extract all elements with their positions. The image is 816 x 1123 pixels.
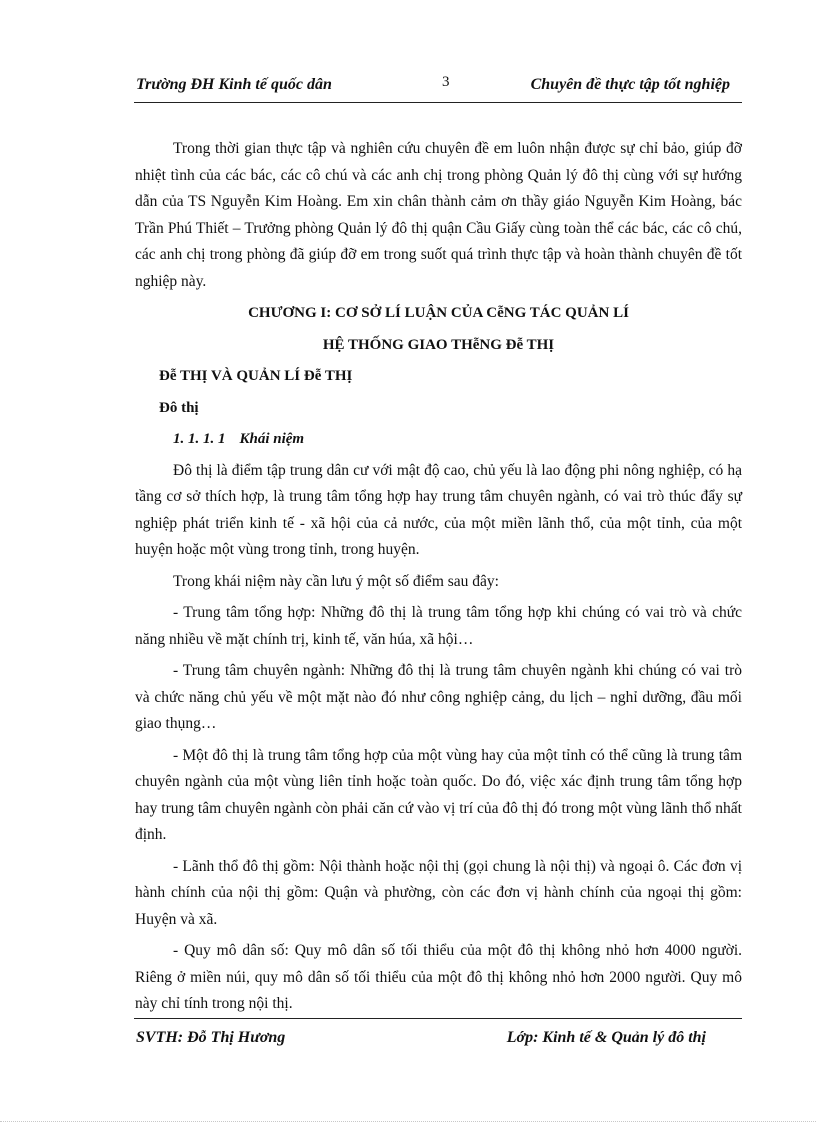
subsection-heading: Đô thị [159, 399, 199, 416]
acknowledgement-paragraph: Trong thời gian thực tập và nghiên cứu chuyên đề em luôn nhận được sự chỉ bảo, giúp đỡ nhiệt tình của các bác, các cô chú và các anh chị trong phòng Quản lý đô thị cùng với sự hướng dẫn của TS Nguyễn Kim Hoàng. Em xin chân thành cảm ơn thầy giáo Nguyễn Kim Hoàng, bác Trần Phú Thiết – Trưởng phòng Quản lý đô thị quận Cầu Giấy cùng toàn thể các bác, các cô chú, các anh chị trong phòng đã giúp đỡ em trong suốt quá trình thực tập và hoàn thành chuyên đề tốt nghiệp này. [135, 140, 742, 290]
sub-subsection-number: 1. 1. 1. 1 [173, 431, 226, 447]
page-header [134, 72, 742, 103]
page-body [135, 136, 742, 1023]
page-number: 3 [442, 74, 450, 90]
section-heading: Đễ THỊ VÀ QUẢN LÍ Đễ THỊ [159, 368, 353, 384]
sub-subsection-title: Khái niệm [239, 431, 305, 447]
list-item: - Quy mô dân số: Quy mô dân số tối thiểu của một đô thị không nhỏ hơn 4000 người. Riêng ở miền núi, quy mô dân số tối thiểu của một đô thị không nhỏ hơn 2000 người. Quy mô này chỉ tính trong nội thị. [135, 942, 742, 1012]
page-break-divider [0, 1121, 816, 1122]
list-item: - Một đô thị là trung tâm tổng hợp của một vùng hay của một tỉnh có thể cũng là trung tâm chuyên ngành của một vùng liên tỉnh hoặc toàn quốc. Do đó, việc xác định trung tâm tổng hợp hay trung tâm chuyên ngành còn phải căn cứ vào vị trí của đô thị đó trong một vùng lãnh thổ nhất định. [135, 746, 742, 843]
list-item: - Lãnh thổ đô thị gồm: Nội thành hoặc nội thị (gọi chung là nội thị) và ngoại ô. Các đơn vị hành chính của nội thị gồm: Quận và phường, còn các đơn vị hành chính của ngoại thị gồm: Huyện và xã. [135, 857, 742, 928]
page-footer [134, 1018, 742, 1057]
header-school: Trường ĐH Kinh tế quốc dân [136, 76, 332, 93]
list-item: - Trung tâm chuyên ngành: Những đô thị là trung tâm chuyên ngành khi chúng có vai trò và chức năng chủ yếu về một mặt nào đó như công nghiệp cảng, du lịch – nghỉ dưỡng, đầu mối giao thụng… [135, 662, 742, 732]
definition-paragraph: Đô thị là điểm tập trung dân cư với mật độ cao, chủ yếu là lao động phi nông nghiệp, có hạ tầng cơ sở thích hợp, là trung tâm tổng hợp hay trung tâm chuyên ngành, có vai trò thúc đẩy sự nghiệp phát triển kinh tế - xã hội của cả nước, của một miền lãnh thổ, của một tỉnh, của một huyện hoặc một vùng trong tỉnh, trong huyện. [135, 461, 742, 558]
list-item: - Trung tâm tổng hợp: Những đô thị là trung tâm tổng hợp khi chúng có vai trò và chức năng nhiều về mặt chính trị, kinh tế, văn húa, xã hội… [135, 604, 742, 648]
note-intro-paragraph: Trong khái niệm này cần lưu ý một số điểm sau đây: [173, 572, 499, 590]
footer-class: Lớp: Kinh tế & Quản lý đô thị [506, 1029, 706, 1046]
header-doc-title: Chuyên đề thực tập tốt nghiệp [530, 76, 730, 93]
chapter-title-line-2: HỆ THỐNG GIAO THễNG Đễ THỊ [322, 336, 555, 353]
sub-subsection-heading [135, 426, 742, 453]
chapter-title-line-1: CHƯƠNG I: CƠ SỞ LÍ LUẬN CỦA CễNG TÁC QUẢN LÍ [248, 305, 629, 321]
footer-student: SVTH: Đỗ Thị Hương [136, 1029, 286, 1046]
